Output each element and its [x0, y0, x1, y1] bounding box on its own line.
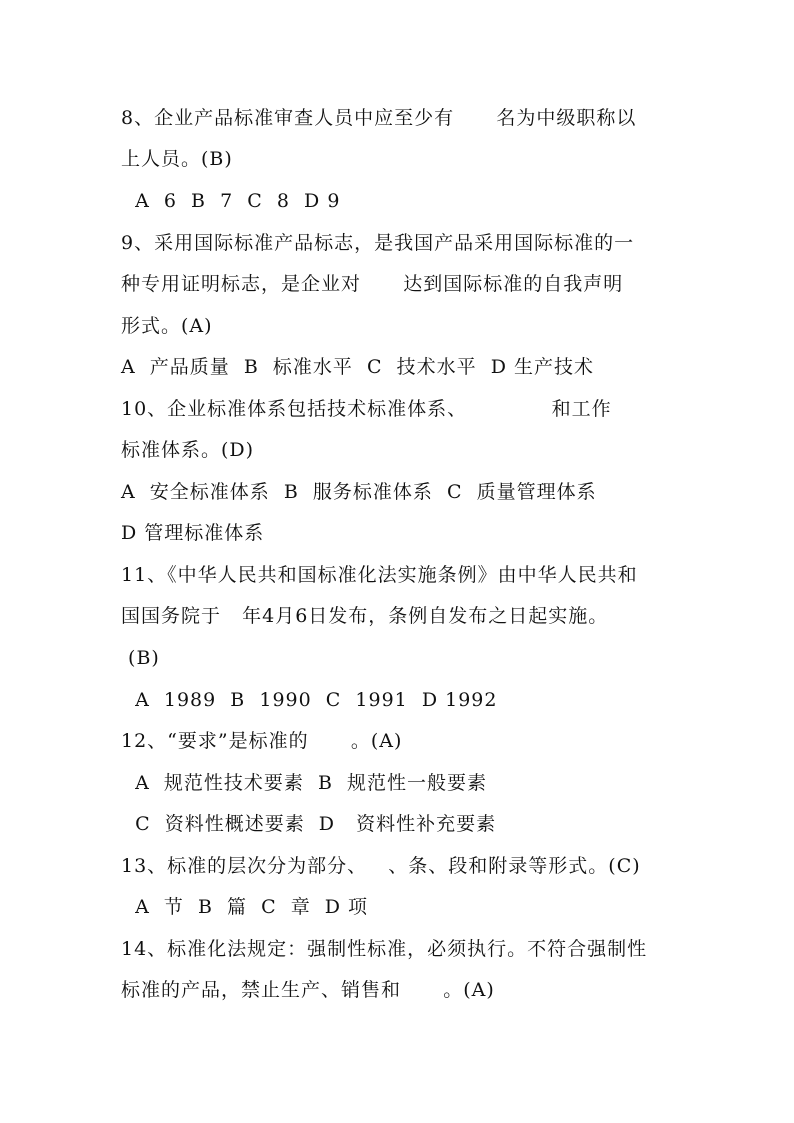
- question-9-line-2: 种专用证明标志，是企业对 达到国际标准的自我声明: [121, 273, 624, 295]
- question-13-line-1: 13、标准的层次分为部分、 、条、段和附录等形式。(C): [121, 855, 641, 877]
- question-10-options-2: D 管理标准体系: [121, 522, 265, 544]
- question-14-line-1: 14、标准化法规定：强制性标准，必须执行。不符合强制性: [121, 938, 648, 960]
- question-14-line-2: 标准的产品，禁止生产、销售和 。(A): [121, 979, 495, 1001]
- question-10-line-1: 10、企业标准体系包括技术标准体系、 和工作: [121, 398, 612, 420]
- question-11-answer: (B): [121, 647, 160, 669]
- question-13-options: A 节 B 篇 C 章 D 项: [121, 896, 369, 918]
- question-11-line-2: 国国务院于 年4月6日发布，条例自发布之日起实施。: [121, 605, 609, 627]
- question-8-line-1: 8、企业产品标准审查人员中应至少有 名为中级职称以: [121, 107, 637, 129]
- question-8-options: A 6 B 7 C 8 D 9: [121, 190, 341, 212]
- question-10-line-2: 标准体系。(D): [121, 439, 255, 461]
- question-11-options: A 1989 B 1990 C 1991 D 1992: [121, 689, 498, 711]
- question-12-options-2: C 资料性概述要素 D 资料性补充要素: [121, 813, 497, 835]
- question-9-options: A 产品质量 B 标准水平 C 技术水平 D 生产技术: [121, 356, 594, 378]
- question-12-options-1: A 规范性技术要素 B 规范性一般要素: [121, 772, 488, 794]
- question-8-line-2: 上人员。(B): [121, 148, 233, 170]
- question-11-line-1: 11、《中华人民共和国标准化法实施条例》由中华人民共和: [121, 564, 638, 586]
- question-10-options-1: A 安全标准体系 B 服务标准体系 C 质量管理体系: [121, 481, 597, 503]
- question-9-line-3: 形式。(A): [121, 315, 213, 337]
- question-12-line-1: 12、“要求”是标准的 。(A): [121, 730, 403, 752]
- question-9-line-1: 9、采用国际标准产品标志，是我国产品采用国际标准的一: [121, 232, 635, 254]
